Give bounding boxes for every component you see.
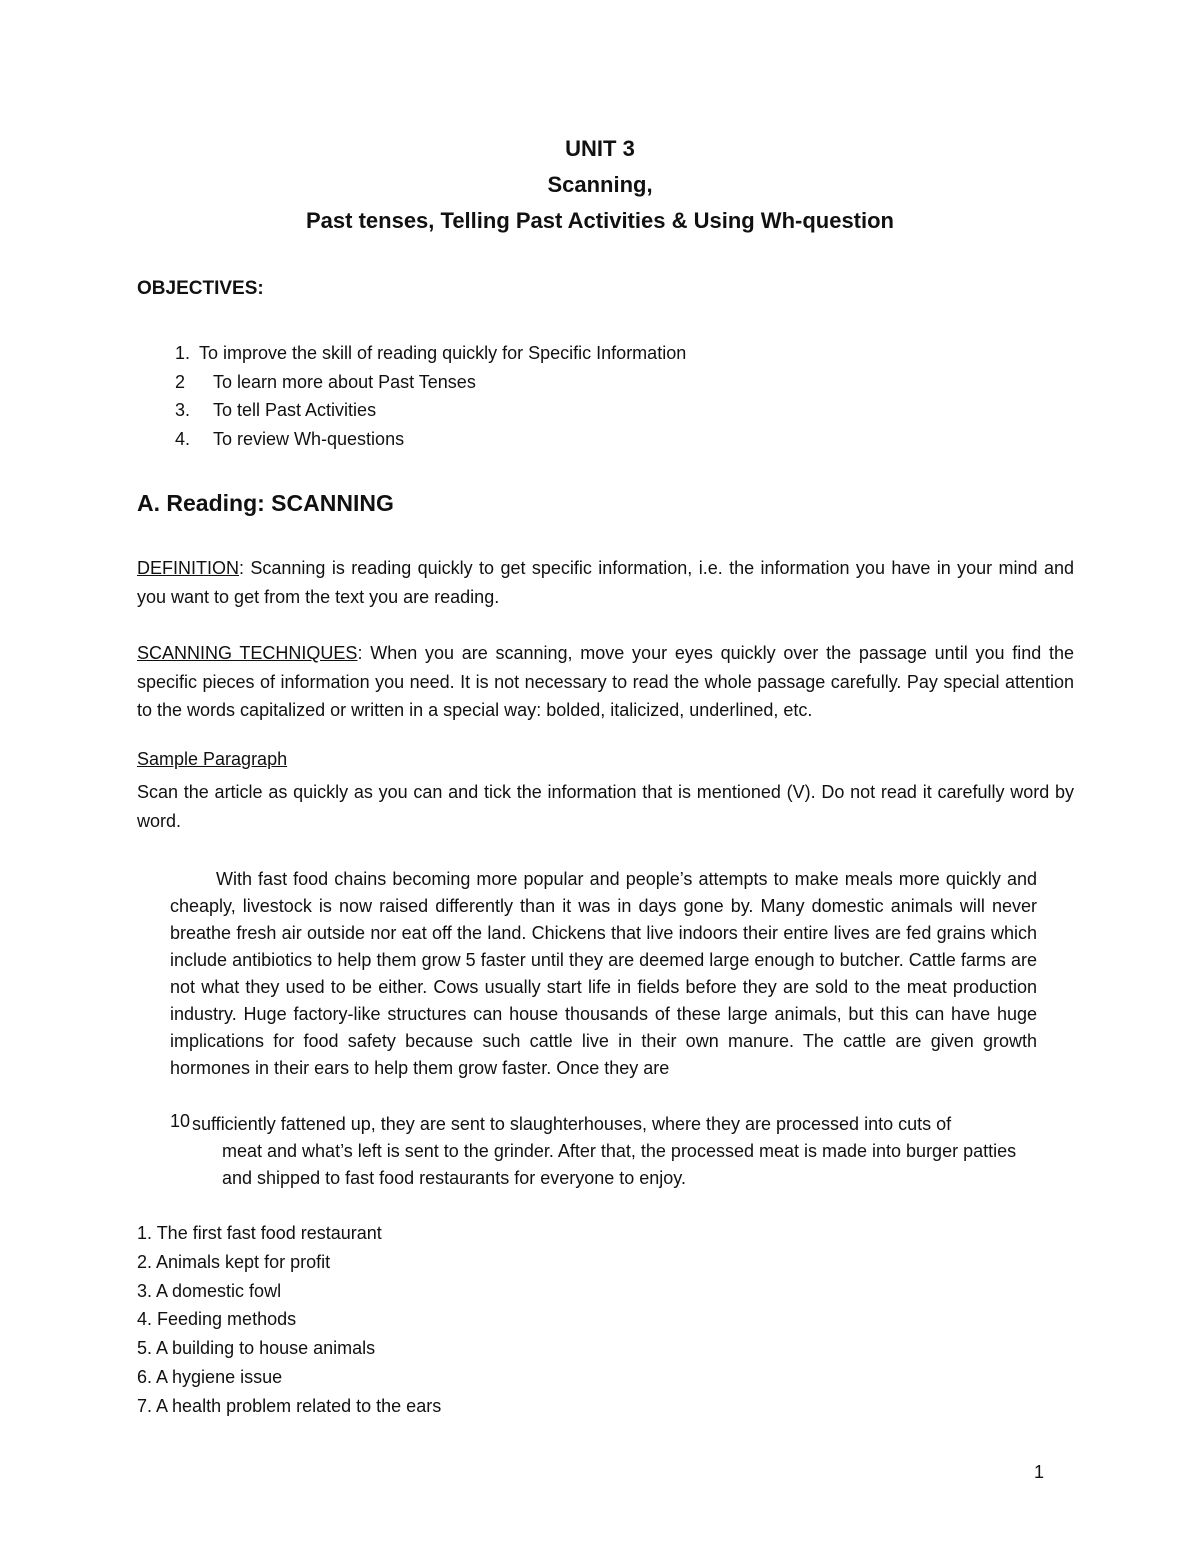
unit-topics: Past tenses, Telling Past Activities & Using Wh-question — [306, 208, 894, 233]
objective-text: To learn more about Past Tenses — [213, 372, 476, 392]
objective-text: To review Wh-questions — [213, 429, 405, 449]
techniques-text: : When you are scanning, move your eyes quickly over the passage until you find the specific pieces of information you need. It is not necessary to read the whole passage carefully. Pay special attention to the words capitalized or written in a special way: bolded, italicized, underlined, etc. — [137, 643, 1074, 720]
objectives-heading: OBJECTIVES: — [137, 278, 264, 299]
objective-number: 2 — [175, 372, 186, 392]
techniques-label: SCANNING TECHNIQUES — [137, 643, 358, 663]
passage-text — [170, 866, 1037, 1082]
objective-text: To tell Past Activities — [213, 400, 377, 420]
objective-number: 3. — [175, 400, 191, 420]
page-number: 1 — [1034, 1462, 1045, 1482]
checklist-item: 1. The first fast food restaurant — [137, 1223, 382, 1243]
passage-line-10: sufficiently fattened up, they are sent to slaughterhouses, where they are processed into cuts of — [192, 1114, 952, 1134]
definition-label: DEFINITION — [137, 558, 239, 578]
unit-title: UNIT 3 — [565, 136, 635, 161]
sample-title: Sample Paragraph — [137, 749, 288, 769]
sample-instruction: Scan the article as quickly as you can and tick the information that is mentioned (V). Do not read it carefully word by word. — [137, 782, 1074, 831]
definition-paragraph — [137, 554, 1074, 611]
techniques-paragraph — [137, 639, 1074, 725]
checklist-item: 7. A health problem related to the ears — [137, 1396, 442, 1416]
unit-subtitle: Scanning, — [547, 172, 653, 197]
section-heading: A. Reading: SCANNING — [137, 490, 394, 516]
line-number: 10 — [170, 1111, 191, 1131]
definition-text: : Scanning is reading quickly to get specific information, i.e. the information you have in your mind and you want to get from the text you are reading. — [137, 558, 1074, 607]
checklist-item: 3. A domestic fowl — [137, 1281, 282, 1301]
checklist-item: 6. A hygiene issue — [137, 1367, 283, 1387]
checklist-item: 2. Animals kept for profit — [137, 1252, 331, 1272]
objective-number: 1. — [175, 343, 191, 363]
passage-ending: meat and what’s left is sent to the grinder. After that, the processed meat is made into burger patties and shipped to fast food restaurants for everyone to enjoy. — [222, 1141, 1017, 1188]
checklist-item: 4. Feeding methods — [137, 1309, 297, 1329]
checklist-item: 5. A building to house animals — [137, 1338, 376, 1358]
objective-text: To improve the skill of reading quickly for Specific Information — [199, 343, 687, 363]
passage-body: With fast food chains becoming more popular and people’s attempts to make meals more quickly and cheaply, livestock is now raised differently than it was in days gone by. Many domestic animals will never breathe fresh air outside nor eat off the land. Chickens that live indoors their entire lives are fed grains which include antibiotics to help them grow 5 faster until they are deemed large enough to butcher. Cattle farms are not what they used to be either. Cows usually start life in fields before they are sold to the meat production industry. Huge factory-like structures can house thousands of these large animals, but this can have huge implications for food safety because such cattle live in their own manure. The cattle are given growth hormones in their ears to help them grow faster. Once they are — [170, 869, 1037, 1078]
objective-number: 4. — [175, 429, 191, 449]
